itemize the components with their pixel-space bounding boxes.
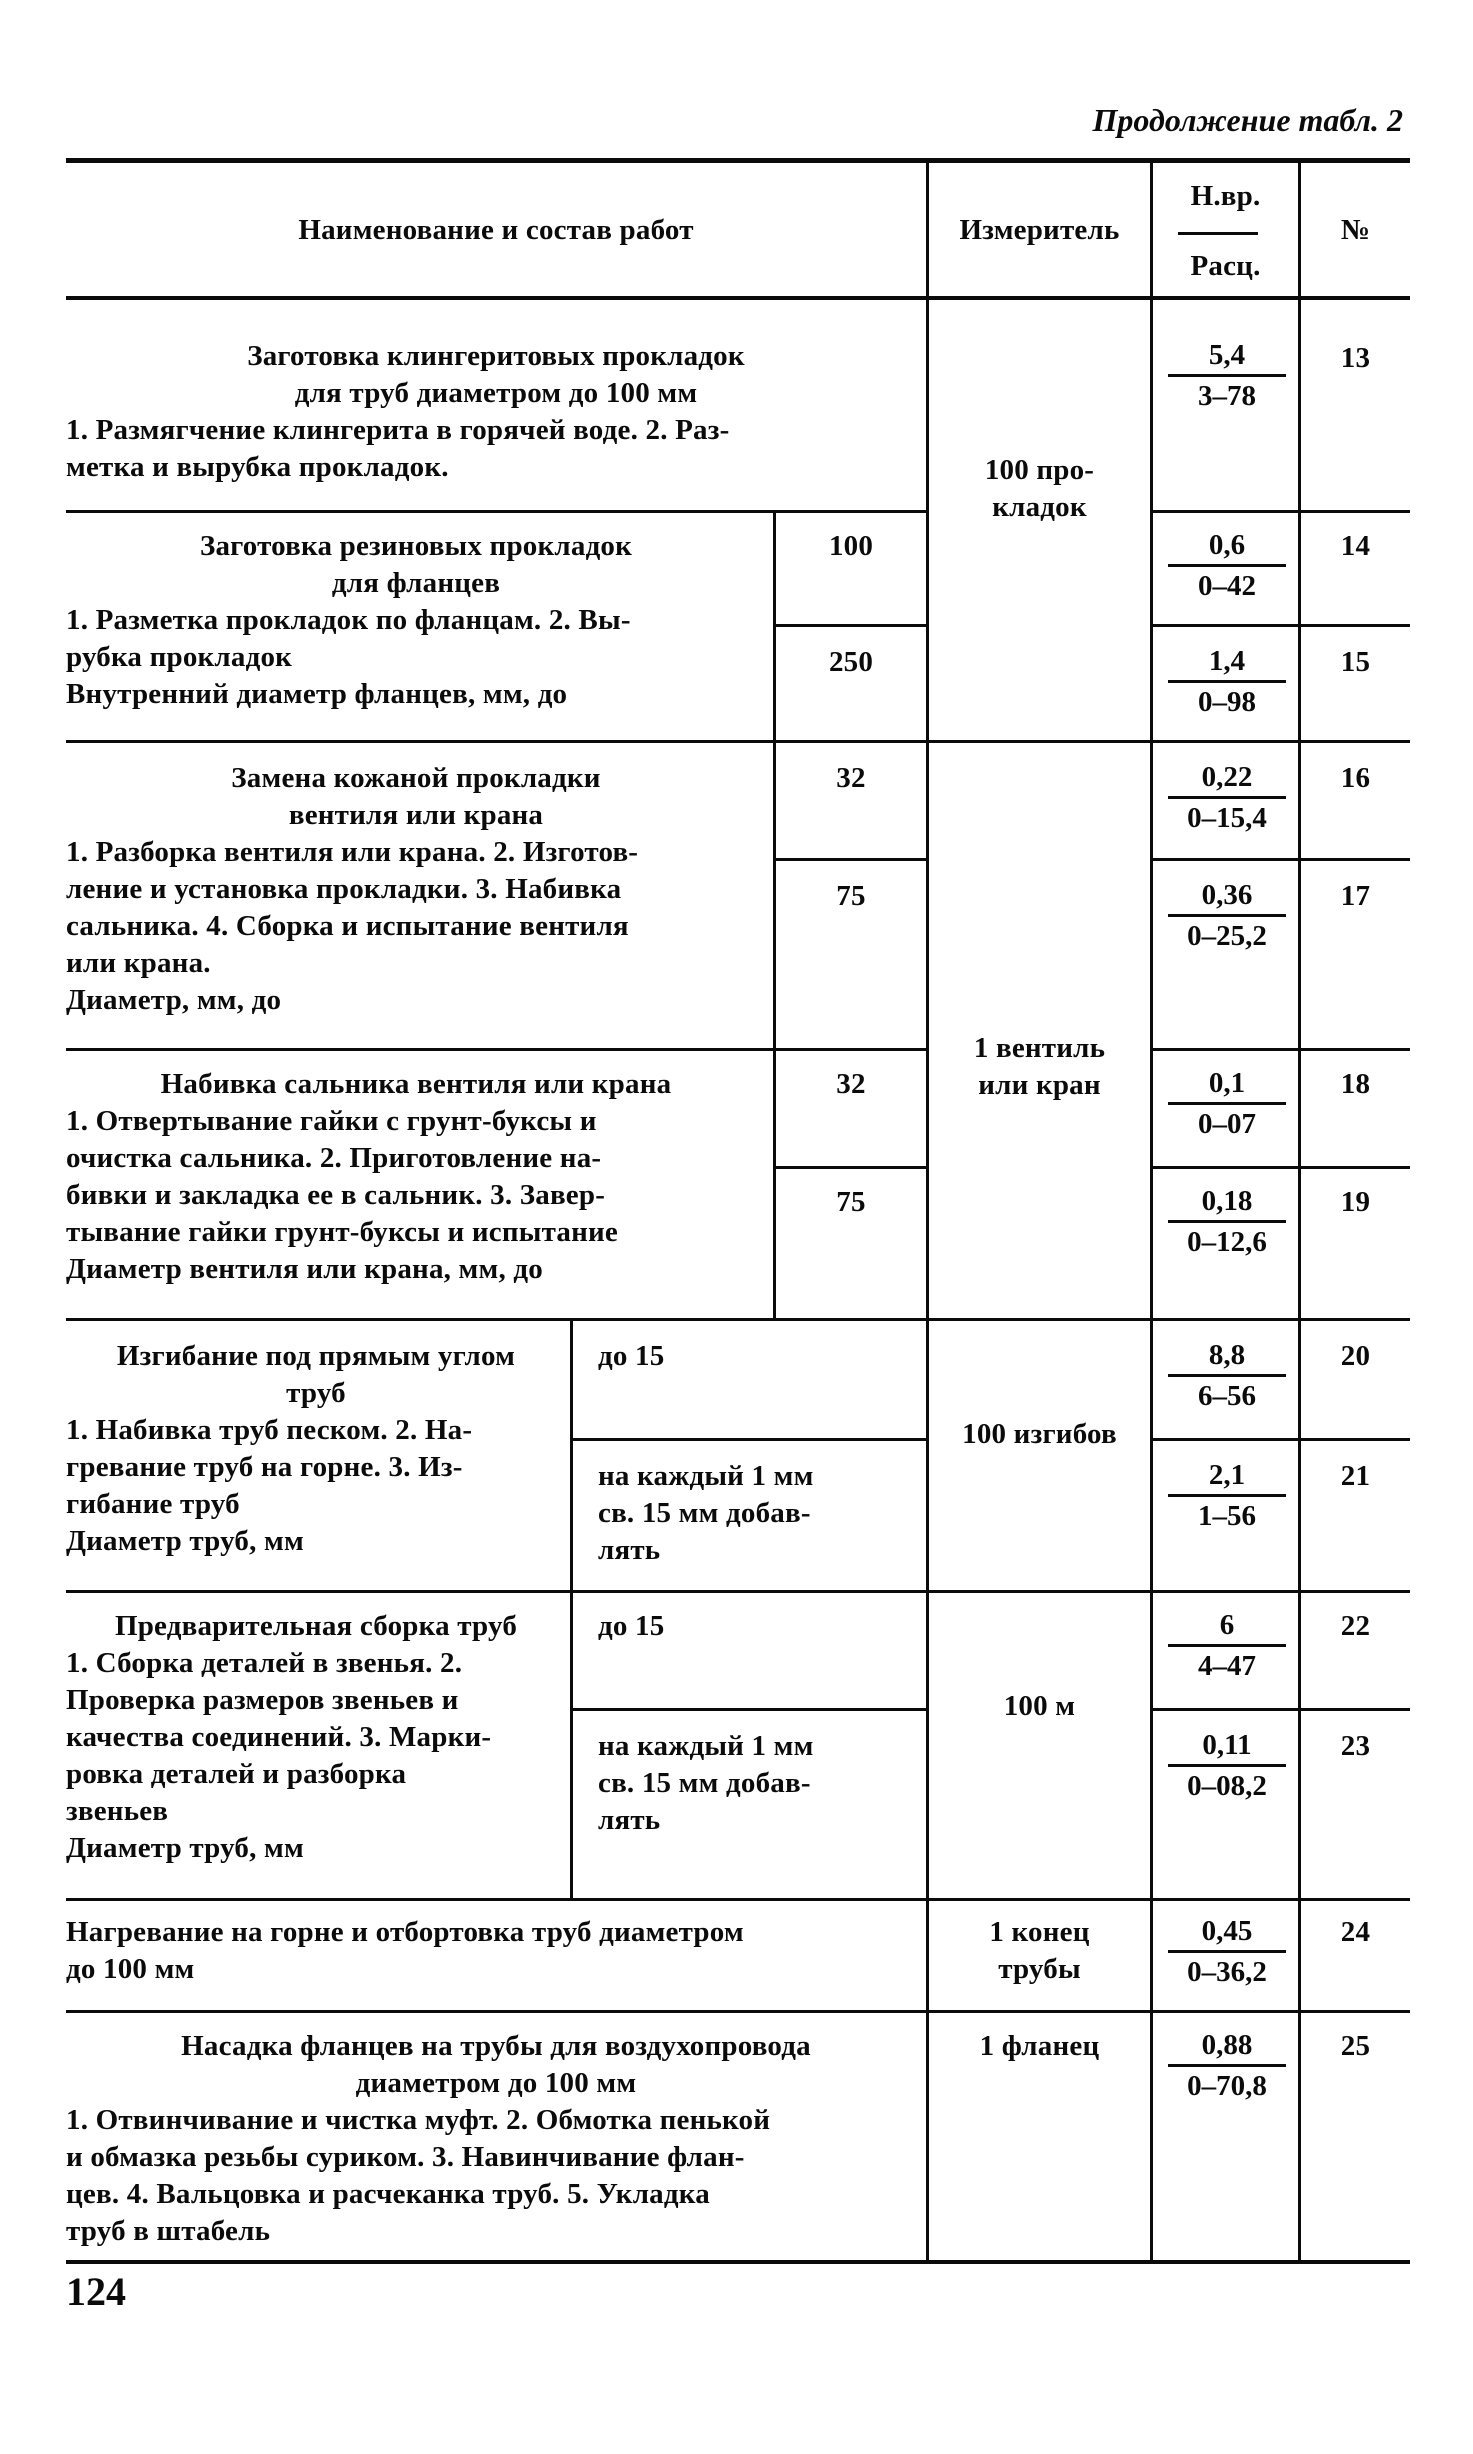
page-number: 124: [66, 2269, 126, 2314]
work-composition: бивки и закладка ее в сальник. 3. Завер-: [66, 1179, 606, 1211]
work-composition: Диаметр труб, мм: [66, 1832, 304, 1864]
table-row-18-19-description: [66, 1066, 766, 1288]
row-rule: [66, 740, 1410, 743]
unit-meters: 100 м: [1003, 1690, 1076, 1722]
unit-flange: 1 фланец: [979, 2030, 1100, 2062]
norm-rate-25: [1152, 2026, 1302, 2105]
norm-rate-13: [1152, 336, 1302, 415]
subrow-rule: [1152, 1438, 1410, 1441]
row-rule: [1152, 510, 1410, 513]
work-composition: 1. Разметка прокладок по фланцам. 2. Вы-: [66, 604, 631, 636]
param-line: св. 15 мм добав-: [598, 1767, 811, 1799]
table-continuation-label: Продолжение табл. 2: [1092, 102, 1403, 138]
work-title: Изгибание под прямым углом: [116, 1340, 516, 1372]
work-composition: цев. 4. Вальцовка и расчеканка труб. 5. Укладка: [66, 2178, 710, 2210]
norm-time: 5,4: [1208, 339, 1246, 371]
rate: 0–07: [1198, 1108, 1256, 1140]
norm-time: 0,36: [1201, 879, 1253, 911]
norm-time: 0,18: [1201, 1185, 1253, 1217]
norm-time: 8,8: [1208, 1339, 1246, 1371]
unit-line: кладок: [992, 491, 1087, 523]
norm-time: 0,11: [1202, 1729, 1252, 1761]
rate: 3–78: [1198, 380, 1256, 412]
subrow-rule: [1152, 624, 1410, 627]
table-row-22-23-description: [66, 1608, 566, 1867]
rate: 6–56: [1198, 1380, 1256, 1412]
param-value: 250: [828, 646, 874, 678]
table-row-20-21-description: [66, 1338, 566, 1560]
work-composition: Нагревание на горне и отбортовка труб диаметром: [66, 1916, 744, 1948]
work-composition: 1. Сборка деталей в звенья. 2.: [66, 1647, 463, 1679]
work-composition: до 100 мм: [66, 1953, 195, 1985]
rate: 0–12,6: [1187, 1226, 1267, 1258]
header-unit: Измеритель: [959, 214, 1120, 246]
norm-time: 0,6: [1208, 529, 1246, 561]
work-title: Замена кожаной прокладки: [231, 762, 601, 794]
subrow-rule: [775, 1166, 928, 1169]
param-column-rule: [570, 1318, 573, 1900]
rate: 0–42: [1198, 570, 1256, 602]
work-composition: рубка прокладок: [66, 641, 293, 673]
subrow-rule: [572, 1438, 928, 1441]
unit-line: или кран: [978, 1069, 1101, 1101]
work-composition: сальника. 4. Сборка и испытание вентиля: [66, 910, 629, 942]
param-value: [598, 1608, 918, 1645]
work-composition: гибание труб: [66, 1488, 240, 1520]
row-number: 22: [1340, 1610, 1371, 1642]
work-composition: ление и установка прокладки. 3. Набивка: [66, 873, 622, 905]
param-value: 32: [836, 762, 866, 794]
work-title: для фланцев: [331, 567, 501, 599]
param-value: [598, 1458, 918, 1569]
row-number: 17: [1340, 880, 1371, 912]
rate: 0–08,2: [1187, 1770, 1267, 1802]
work-composition: 1. Разборка вентиля или крана. 2. Изготов-: [66, 836, 639, 868]
norm-rate-23: [1152, 1726, 1302, 1805]
param-value: 75: [836, 1186, 866, 1218]
row-rule: [66, 2010, 1410, 2013]
unit-line: 1 конец: [989, 1916, 1090, 1948]
work-composition: звеньев: [66, 1795, 169, 1827]
rate: 1–56: [1198, 1500, 1256, 1532]
table-top-rule: [66, 158, 1410, 163]
header-name: Наименование и состав работ: [298, 214, 694, 246]
work-composition: Проверка размеров звеньев и: [66, 1684, 459, 1716]
row-number: 21: [1340, 1460, 1371, 1492]
work-composition: качества соединений. 3. Марки-: [66, 1721, 492, 1753]
work-composition: Диаметр, мм, до: [66, 984, 282, 1016]
row-rule: [66, 1318, 1410, 1321]
work-title: вентиля или крана: [288, 799, 544, 831]
unit-valve: [929, 1030, 1150, 1104]
work-composition: Диаметр вентиля или крана, мм, до: [66, 1253, 543, 1285]
work-composition: метка и вырубка прокладок.: [66, 451, 449, 483]
norm-rate-24: [1152, 1912, 1302, 1991]
work-composition: или крана.: [66, 947, 211, 979]
header-number: №: [1340, 214, 1371, 246]
param-value: 32: [836, 1068, 866, 1100]
row-number: 20: [1340, 1340, 1371, 1372]
row-number: 16: [1340, 762, 1371, 794]
param-line: на каждый 1 мм: [598, 1730, 814, 1762]
param-line: св. 15 мм добав-: [598, 1497, 811, 1529]
header-rate: Расц.: [1190, 250, 1261, 282]
work-title: диаметром до 100 мм: [355, 2067, 637, 2099]
row-number: 14: [1340, 530, 1371, 562]
work-composition: труб в штабель: [66, 2215, 271, 2247]
unit-gaskets: [929, 452, 1150, 526]
subrow-rule: [1152, 1708, 1410, 1711]
unit-pipe-end: [929, 1914, 1150, 1988]
unit-line: 1 вентиль: [973, 1032, 1106, 1064]
row-rule: [66, 1048, 928, 1051]
work-title: Набивка сальника вентиля или крана: [160, 1068, 672, 1100]
param-line: до 15: [598, 1610, 665, 1642]
unit-bends: 100 изгибов: [962, 1418, 1117, 1450]
work-title: труб: [286, 1377, 346, 1409]
work-composition: ровка деталей и разборка: [66, 1758, 407, 1790]
norm-rate-22: [1152, 1606, 1302, 1685]
rate: 0–36,2: [1187, 1956, 1267, 1988]
work-composition: 1. Отвинчивание и чистка муфт. 2. Обмотка пенькой: [66, 2104, 771, 2136]
norm-time: 0,45: [1201, 1915, 1253, 1947]
norm-time: 6: [1219, 1609, 1235, 1641]
work-title: Заготовка резиновых прокладок: [199, 530, 633, 562]
param-value: 100: [828, 530, 874, 562]
param-value: [598, 1338, 918, 1375]
subrow-rule: [775, 858, 928, 861]
norm-rate-21: [1152, 1456, 1302, 1535]
row-number: 18: [1340, 1068, 1371, 1100]
unit-line: 100 про-: [984, 454, 1095, 486]
work-composition: 1. Размягчение клингерита в горячей воде. 2. Раз-: [66, 414, 730, 446]
work-composition: Внутренний диаметр фланцев, мм, до: [66, 678, 568, 710]
norm-rate-15: [1152, 642, 1302, 721]
work-title: Заготовка клингеритовых прокладок: [247, 340, 745, 372]
param-value: [598, 1728, 918, 1839]
table-row-16-17-description: [66, 760, 766, 1019]
row-rule: [66, 1898, 1410, 1901]
unit-line: трубы: [998, 1953, 1081, 1985]
table-row-25-description: [66, 2028, 926, 2250]
work-composition: 1. Набивка труб песком. 2. На-: [66, 1414, 473, 1446]
rate: 0–70,8: [1187, 2070, 1267, 2102]
row-number: 24: [1340, 1916, 1371, 1948]
subrow-rule: [1152, 858, 1410, 861]
row-number: 23: [1340, 1730, 1371, 1762]
work-title: Насадка фланцев на трубы для воздухопровода: [181, 2030, 811, 2062]
table-row-14-15-description: [66, 528, 766, 713]
row-number: 19: [1340, 1186, 1371, 1218]
subrow-rule: [572, 1708, 928, 1711]
norm-rate-19: [1152, 1182, 1302, 1261]
work-composition: 1. Отвертывание гайки с грунт-буксы и: [66, 1105, 597, 1137]
param-line: лять: [598, 1804, 661, 1836]
row-number: 13: [1340, 342, 1371, 374]
norm-time: 0,22: [1201, 761, 1253, 793]
rate: 0–98: [1198, 686, 1256, 718]
subrow-rule: [775, 624, 928, 627]
header-bottom-rule: [66, 296, 1410, 300]
norm-header-bar: [1178, 232, 1258, 235]
work-composition: тывание гайки грунт-буксы и испытание: [66, 1216, 618, 1248]
norm-time: 1,4: [1208, 645, 1246, 677]
table-row-13-description: [66, 338, 926, 486]
rate: 0–15,4: [1187, 802, 1267, 834]
param-line: лять: [598, 1534, 661, 1566]
row-rule: [66, 510, 928, 513]
work-title: для труб диаметром до 100 мм: [294, 377, 698, 409]
norm-time: 2,1: [1208, 1459, 1246, 1491]
param-line: на каждый 1 мм: [598, 1460, 814, 1492]
norm-rate-14: [1152, 526, 1302, 605]
work-composition: Диаметр труб, мм: [66, 1525, 304, 1557]
norm-rate-20: [1152, 1336, 1302, 1415]
work-composition: очистка сальника. 2. Приготовление на-: [66, 1142, 602, 1174]
norm-rate-17: [1152, 876, 1302, 955]
row-rule: [66, 1590, 1410, 1593]
norm-time: 0,88: [1201, 2029, 1253, 2061]
work-composition: и обмазка резьбы суриком. 3. Навинчивание флан-: [66, 2141, 745, 2173]
table-bottom-rule: [66, 2260, 1410, 2264]
norm-rate-16: [1152, 758, 1302, 837]
rate: 0–25,2: [1187, 920, 1267, 952]
param-value: 75: [836, 880, 866, 912]
work-title: Предварительная сборка труб: [114, 1610, 518, 1642]
subrow-rule: [1152, 1166, 1410, 1169]
row-number: 25: [1340, 2030, 1371, 2062]
norm-rate-18: [1152, 1064, 1302, 1143]
work-composition: гревание труб на горне. 3. Из-: [66, 1451, 463, 1483]
table-row-24-description: [66, 1914, 926, 1988]
rate: 4–47: [1198, 1650, 1256, 1682]
norm-time: 0,1: [1208, 1067, 1246, 1099]
header-norm-time: Н.вр.: [1190, 180, 1261, 212]
row-rule: [1152, 1048, 1410, 1051]
param-line: до 15: [598, 1340, 665, 1372]
row-number: 15: [1340, 646, 1371, 678]
